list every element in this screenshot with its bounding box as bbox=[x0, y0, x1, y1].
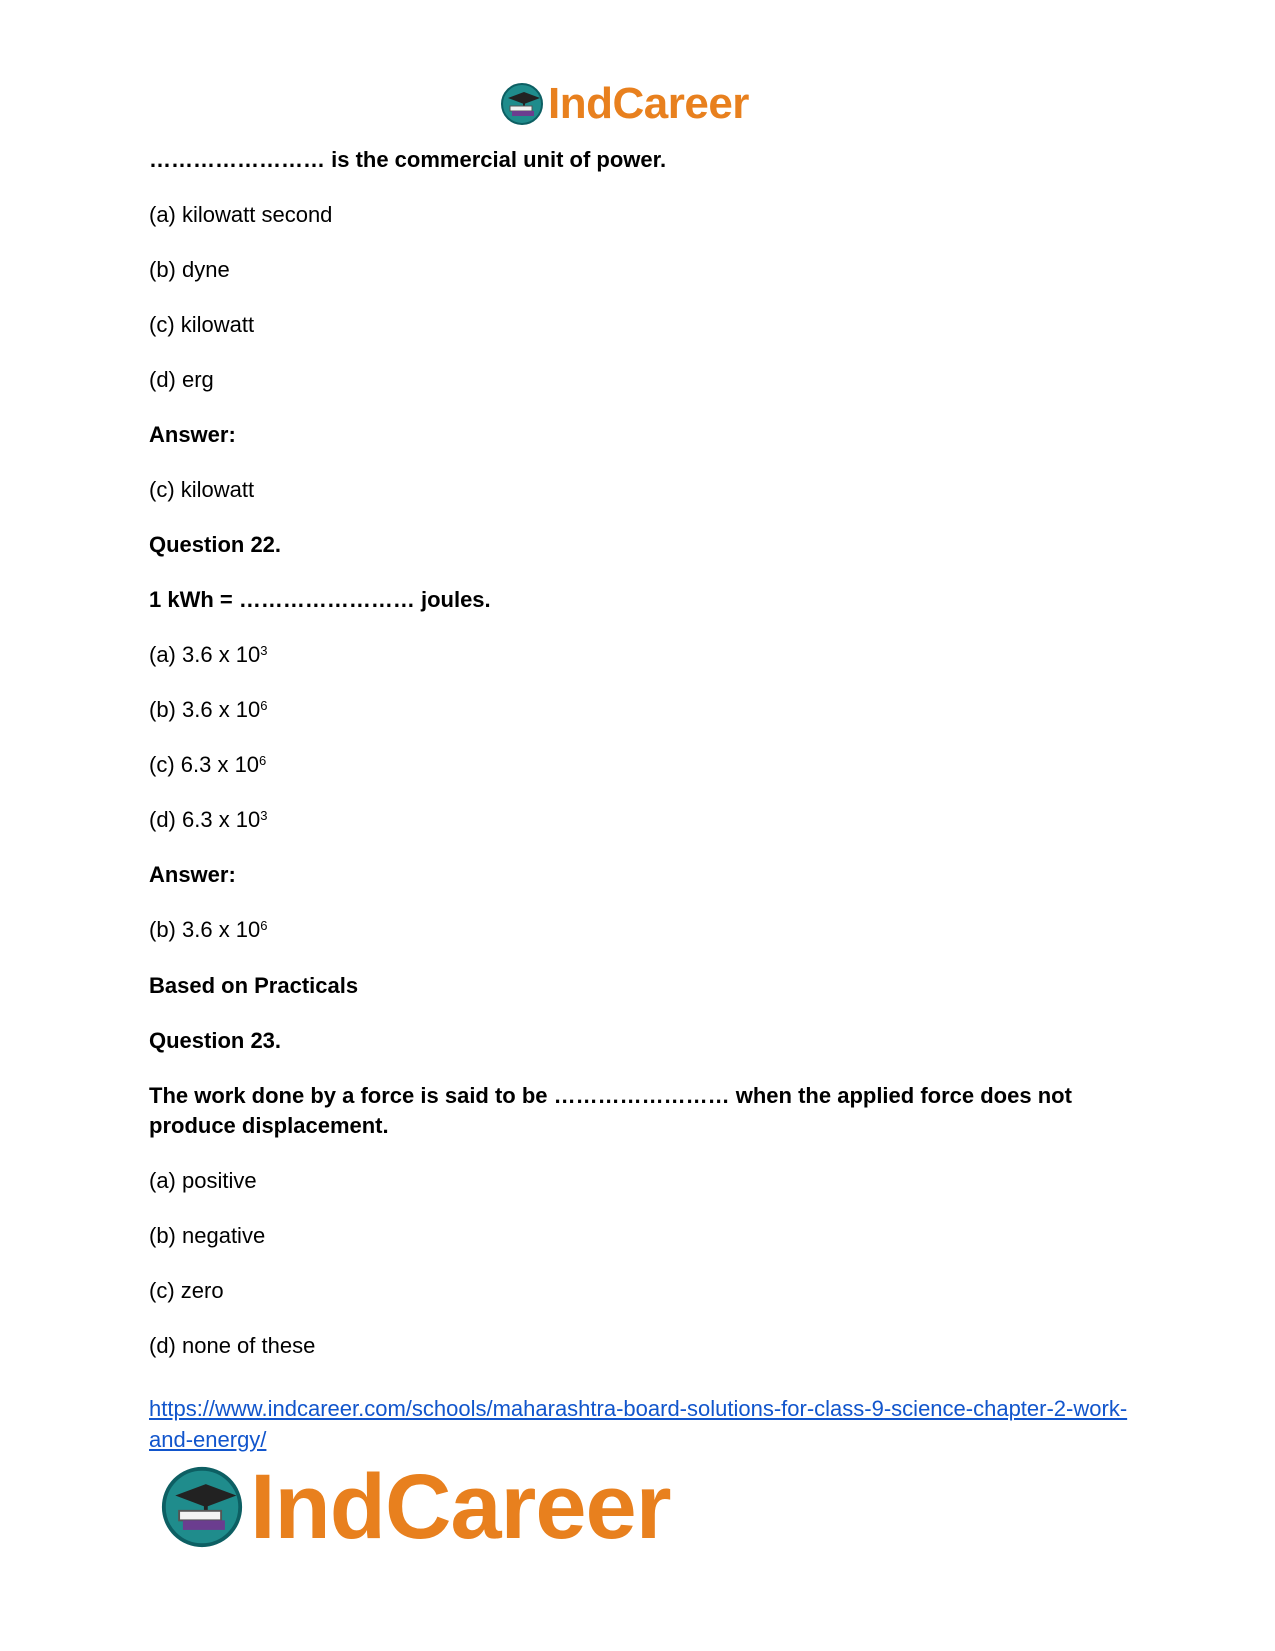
line-text: (b) negative bbox=[149, 1223, 266, 1248]
option-line bbox=[149, 805, 1124, 835]
heading-line bbox=[149, 1026, 1124, 1056]
superscript: 3 bbox=[260, 642, 268, 658]
line-text: (a) kilowatt second bbox=[149, 202, 333, 227]
line-text: …………………… is the commercial unit of power. bbox=[149, 147, 667, 172]
line-text: (d) 6.3 x 10 bbox=[149, 807, 261, 832]
line-text: (c) 6.3 x 10 bbox=[149, 752, 260, 777]
superscript: 6 bbox=[260, 917, 268, 933]
line-text: (a) positive bbox=[149, 1168, 257, 1193]
line-text: Answer: bbox=[149, 862, 236, 887]
emblem-icon bbox=[160, 1465, 244, 1549]
option-line bbox=[149, 750, 1124, 780]
heading-line bbox=[149, 860, 1124, 890]
option-line bbox=[149, 1221, 1124, 1251]
source-link[interactable]: https://www.indcareer.com/schools/maharashtra-board-solutions-for-class-9-science-chapter-2-work-and-energy/ bbox=[149, 1396, 1128, 1452]
line-text: (b) 3.6 x 10 bbox=[149, 917, 261, 942]
superscript: 3 bbox=[260, 807, 268, 823]
line-text: Answer: bbox=[149, 422, 236, 447]
line-text: The work done by a force is said to be …………………… when the applied force does not produce displacement. bbox=[149, 1083, 1072, 1138]
line-text: (c) kilowatt bbox=[149, 312, 255, 337]
option-line bbox=[149, 1166, 1124, 1196]
footer-logo bbox=[160, 1456, 671, 1558]
heading-line bbox=[149, 145, 1124, 175]
heading-line bbox=[149, 971, 1124, 1001]
option-line bbox=[149, 1331, 1124, 1361]
heading-line bbox=[149, 585, 1124, 615]
line-text: (b) dyne bbox=[149, 257, 230, 282]
option-line bbox=[149, 915, 1124, 945]
superscript: 6 bbox=[259, 752, 267, 768]
logo-text: IndCareer bbox=[548, 79, 749, 128]
line-text: (b) 3.6 x 10 bbox=[149, 697, 261, 722]
option-line bbox=[149, 310, 1124, 340]
heading-line bbox=[149, 420, 1124, 450]
line-text: (c) kilowatt bbox=[149, 477, 255, 502]
heading-line bbox=[149, 1081, 1124, 1141]
option-line bbox=[149, 255, 1124, 285]
line-text: (d) none of these bbox=[149, 1333, 316, 1358]
line-text: (c) zero bbox=[149, 1278, 224, 1303]
line-text: 1 kWh = …………………… joules. bbox=[149, 587, 491, 612]
line-text: Question 22. bbox=[149, 532, 282, 557]
emblem-icon bbox=[500, 82, 544, 126]
line-text: (a) 3.6 x 10 bbox=[149, 642, 261, 667]
heading-line bbox=[149, 530, 1124, 560]
option-line bbox=[149, 695, 1124, 725]
option-line bbox=[149, 640, 1124, 670]
header-logo bbox=[500, 78, 749, 130]
superscript: 6 bbox=[260, 697, 268, 713]
line-text: Question 23. bbox=[149, 1028, 282, 1053]
logo-text: IndCareer bbox=[250, 1456, 671, 1558]
line-text: (d) erg bbox=[149, 367, 214, 392]
line-text: Based on Practicals bbox=[149, 973, 359, 998]
option-line bbox=[149, 200, 1124, 230]
option-line bbox=[149, 1276, 1124, 1306]
option-line bbox=[149, 365, 1124, 395]
option-line bbox=[149, 475, 1124, 505]
